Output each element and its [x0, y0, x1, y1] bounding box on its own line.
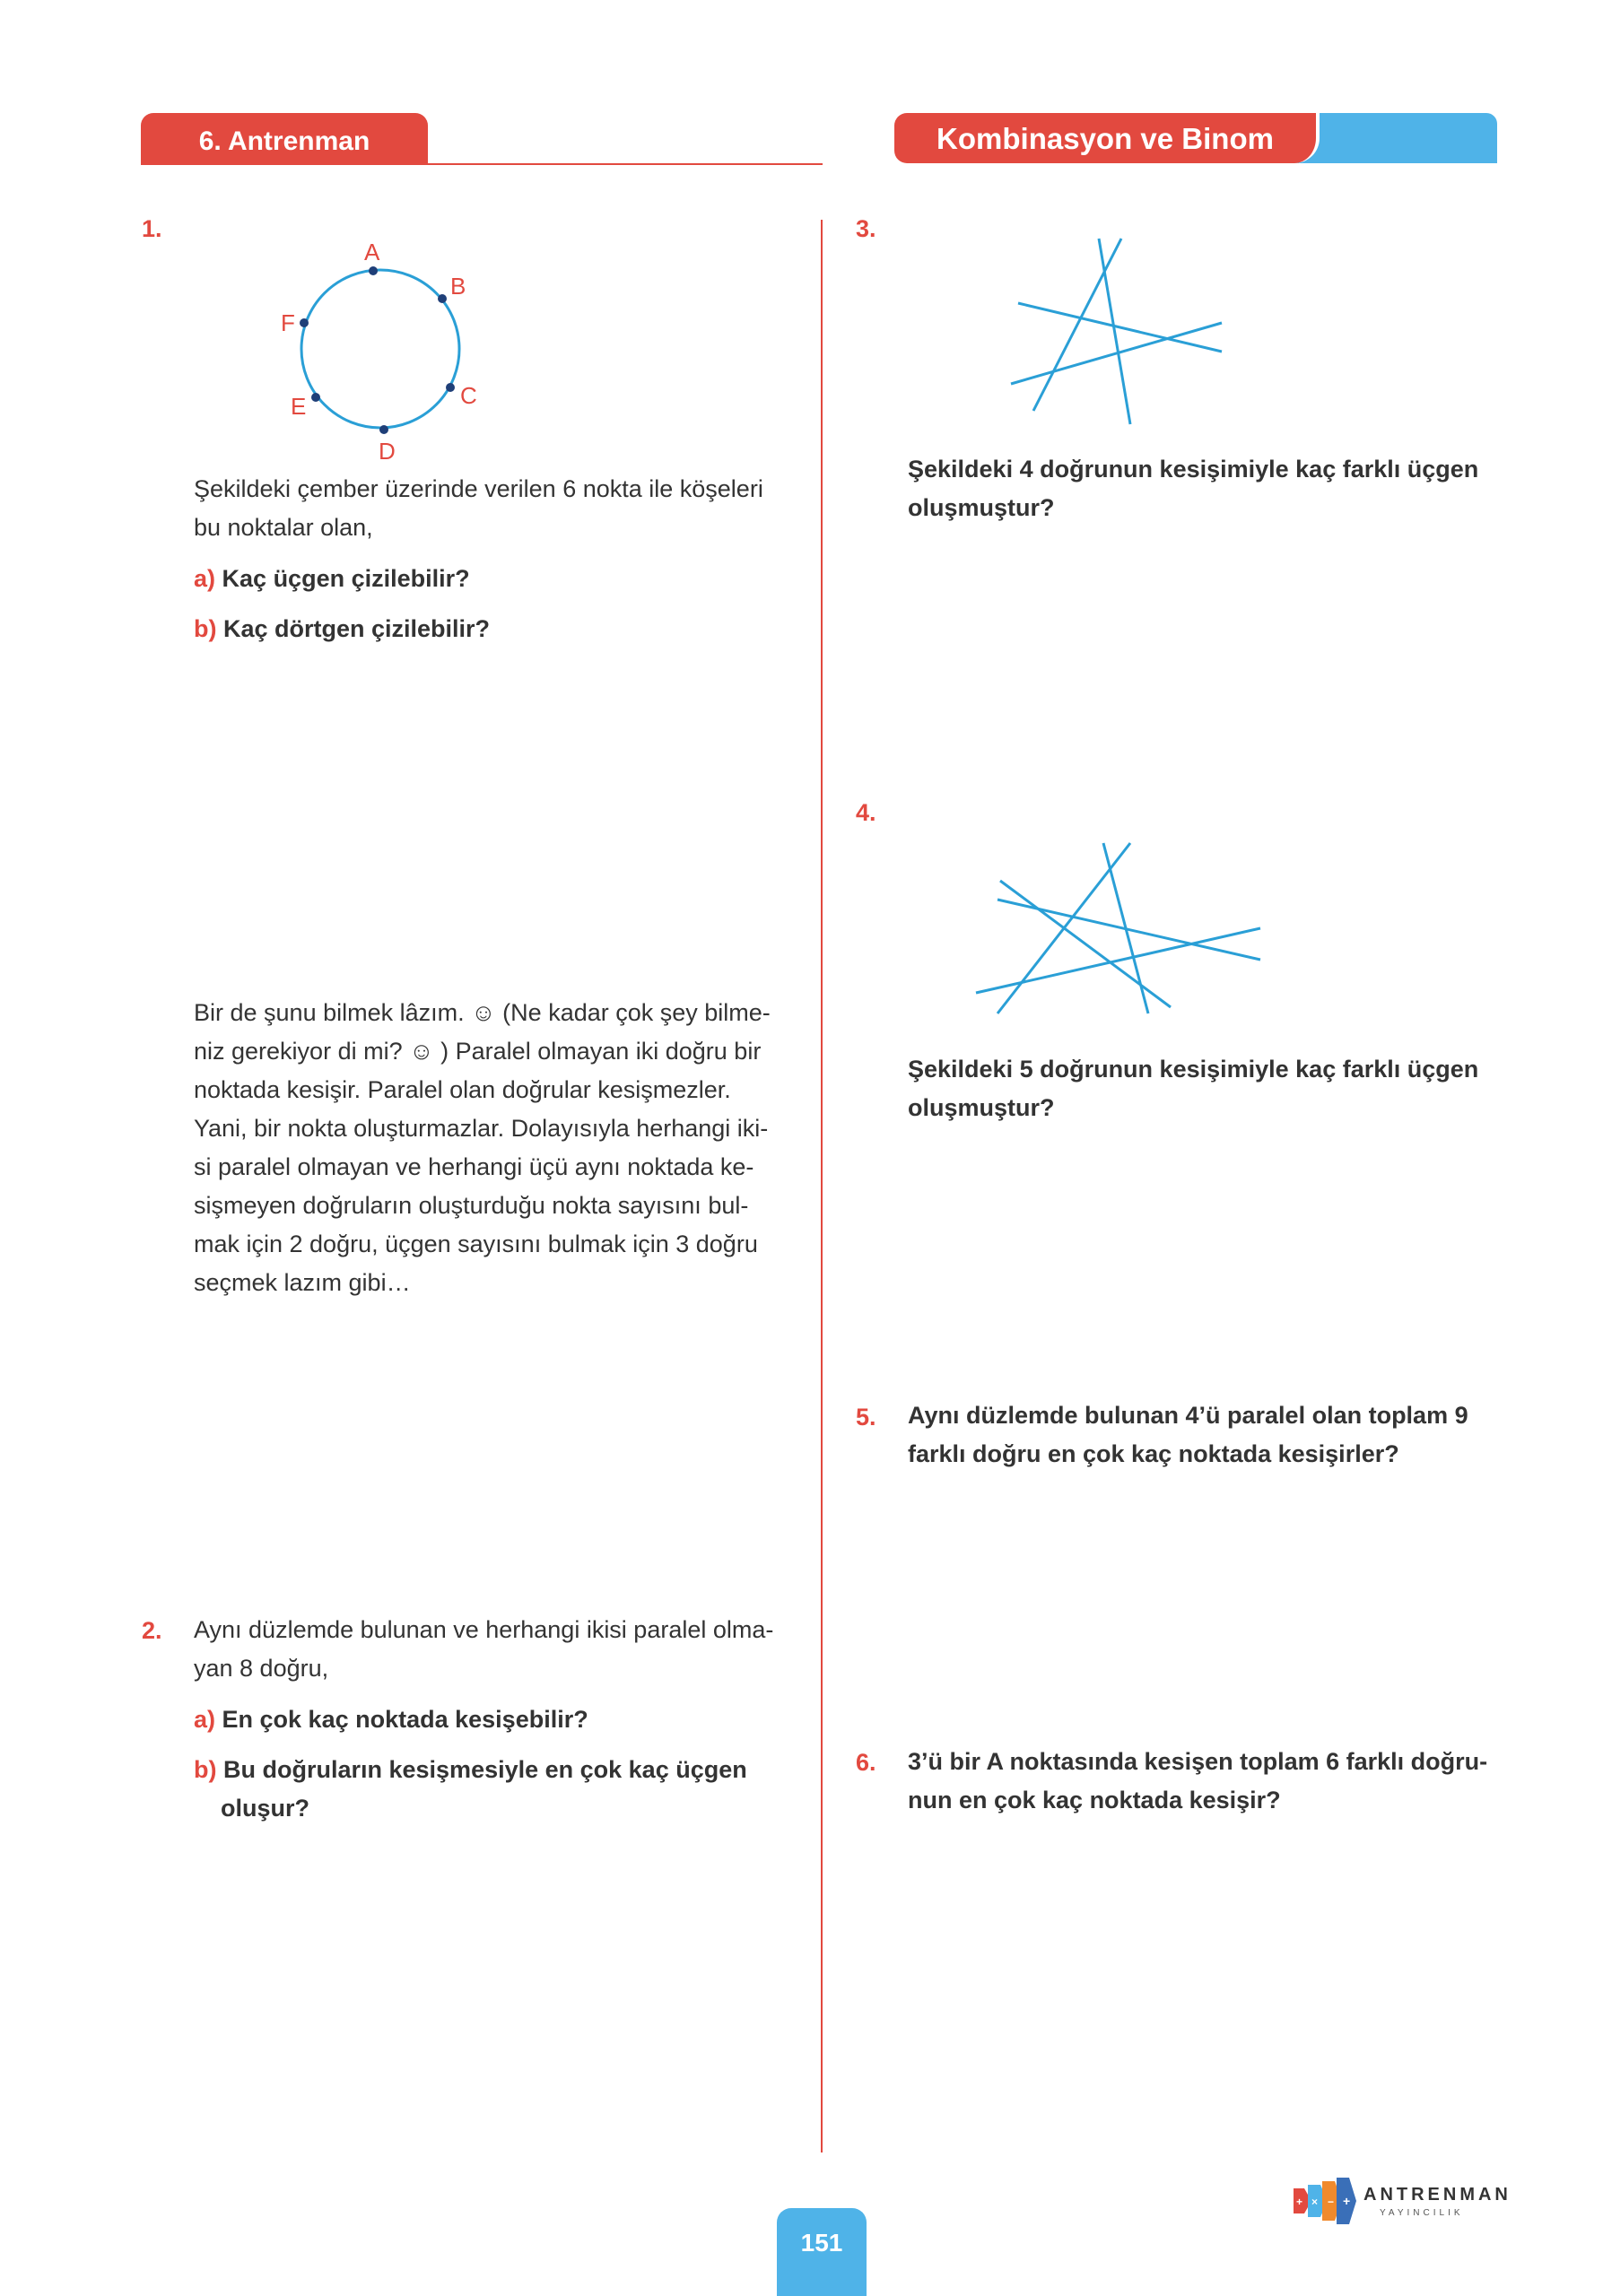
- point-c: [446, 383, 455, 392]
- point-f: [300, 318, 309, 327]
- q1-text-line1: Şekildeki çember üzerinde verilen 6 nokta ile köşeleri: [194, 475, 763, 502]
- point-a: [369, 266, 378, 275]
- q1-part-a: [194, 560, 470, 598]
- label-e: E: [291, 393, 307, 420]
- q2-a-label: a): [194, 1706, 216, 1733]
- logo-subtitle: YAYINCILIK: [1380, 2208, 1464, 2218]
- logo-symbol: ×: [1311, 2196, 1319, 2208]
- chapter-title: Kombinasyon ve Binom: [937, 122, 1274, 155]
- q1-text-line2: bu noktalar olan,: [194, 514, 373, 541]
- chapter-tab: [894, 113, 1320, 163]
- circle: [301, 270, 459, 428]
- q2-b-label: b): [194, 1756, 217, 1783]
- label-c: C: [460, 382, 477, 409]
- q1-number: 1.: [142, 215, 162, 242]
- point-b: [438, 294, 447, 303]
- q3-text-line2: oluşmuştur?: [908, 494, 1055, 521]
- q4-line-4: [998, 900, 1260, 960]
- logo-symbol: +: [1296, 2196, 1303, 2208]
- q3-lines-figure: [996, 231, 1247, 438]
- q3-text: [908, 450, 1509, 527]
- q2-part-a: [194, 1700, 588, 1739]
- q4-text: [908, 1050, 1509, 1127]
- q5-text: [908, 1396, 1509, 1474]
- q5-text-line2: farklı doğru en çok kaç noktada kesişirler?: [908, 1440, 1399, 1467]
- info-line: Bir de şunu bilmek lâzım. ☺ (Ne kadar çok şey bilme-: [194, 999, 771, 1026]
- q1-a-label: a): [194, 565, 216, 592]
- q2-text-line1: Aynı düzlemde bulunan ve herhangi ikisi paralel olma-: [194, 1616, 774, 1643]
- q1-part-b: [194, 610, 490, 648]
- info-line: si paralel olmayan ve herhangi üçü aynı noktada ke-: [194, 1153, 754, 1180]
- q2-part-b: [194, 1751, 804, 1828]
- q2-text: [194, 1611, 795, 1688]
- q2-b-text-line2: oluşur?: [221, 1795, 309, 1822]
- logo-mark-icon: [1292, 2178, 1356, 2230]
- q4-lines-figure: [969, 834, 1274, 1022]
- q6-text-line1: 3’ü bir A noktasında kesişen toplam 6 farklı doğru-: [908, 1748, 1488, 1775]
- logo-symbol: +: [1343, 2194, 1351, 2208]
- q2-a-text: En çok kaç noktada kesişebilir?: [222, 1706, 588, 1733]
- q4-text-line2: oluşmuştur?: [908, 1094, 1055, 1121]
- info-line: sişmeyen doğruların oluşturduğu nokta sayısını bul-: [194, 1192, 749, 1219]
- q6-number: 6.: [856, 1749, 876, 1776]
- q1-a-text: Kaç üçgen çizilebilir?: [222, 565, 470, 592]
- label-d: D: [379, 438, 396, 464]
- publisher-logo: [1292, 2178, 1512, 2231]
- header-rule: [141, 163, 823, 165]
- q3-line-4: [1011, 323, 1222, 384]
- q1-b-text: Kaç dörtgen çizilebilir?: [223, 615, 491, 642]
- info-line: niz gerekiyor di mi? ☺ ) Paralel olmayan iki doğru bir: [194, 1038, 762, 1065]
- q5-text-line1: Aynı düzlemde bulunan 4’ü paralel olan toplam 9: [908, 1402, 1468, 1429]
- header-accent-bar: [1292, 113, 1497, 163]
- q6-text-line2: nun en çok kaç noktada kesişir?: [908, 1787, 1281, 1813]
- q1-circle-figure: [269, 235, 502, 464]
- info-line: mak için 2 doğru, üçgen sayısını bulmak için 3 doğru: [194, 1231, 758, 1257]
- section-title: 6. Antrenman: [198, 126, 370, 156]
- q3-text-line1: Şekildeki 4 doğrunun kesişimiyle kaç farklı üçgen: [908, 456, 1479, 483]
- q4-line-5: [976, 928, 1260, 993]
- q1-text: [194, 470, 795, 547]
- q3-number: 3.: [856, 215, 876, 242]
- info-line: seçmek lazım gibi…: [194, 1269, 411, 1296]
- logo-name: ANTRENMAN: [1363, 2185, 1512, 2205]
- q2-b-text-line1: Bu doğruların kesişmesiyle en çok kaç üçgen: [223, 1756, 747, 1783]
- label-f: F: [281, 309, 295, 336]
- q3-line-1: [1099, 239, 1130, 424]
- point-d: [379, 425, 388, 434]
- q2-number: 2.: [142, 1617, 162, 1644]
- section-tab-left: [141, 113, 428, 165]
- info-paragraph: [194, 994, 789, 1302]
- info-line: noktada kesişir. Paralel olan doğrular kesişmezler.: [194, 1076, 731, 1103]
- label-a: A: [364, 239, 380, 265]
- q4-text-line1: Şekildeki 5 doğrunun kesişimiyle kaç farklı üçgen: [908, 1056, 1479, 1083]
- page-number: 151: [777, 2208, 867, 2296]
- logo-symbol: −: [1328, 2196, 1335, 2208]
- q4-number: 4.: [856, 799, 876, 826]
- q1-b-label: b): [194, 615, 217, 642]
- q5-number: 5.: [856, 1404, 876, 1431]
- label-b: B: [450, 273, 466, 300]
- q6-text: [908, 1743, 1518, 1820]
- column-divider: [821, 220, 823, 2152]
- info-line: Yani, bir nokta oluşturmazlar. Dolayısıyla herhangi iki-: [194, 1115, 769, 1142]
- point-e: [311, 393, 320, 402]
- q3-line-3: [1018, 303, 1222, 352]
- q2-text-line2: yan 8 doğru,: [194, 1655, 329, 1682]
